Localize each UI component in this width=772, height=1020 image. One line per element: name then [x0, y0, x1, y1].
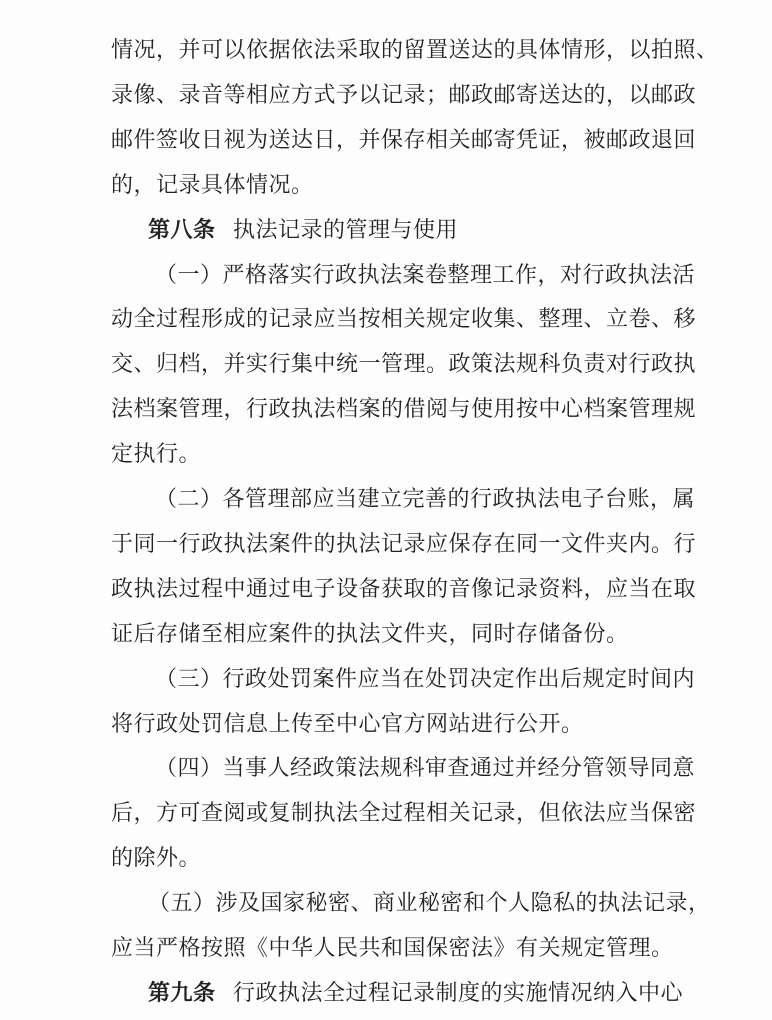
paragraph-line: 邮件签收日视为送达日，并保存相关邮寄凭证，被邮政退回 — [111, 128, 697, 153]
paragraph-line: 的除外。 — [111, 846, 202, 871]
article-9-title: 行政执法全过程记录制度的实施情况纳入中心 — [233, 981, 684, 1006]
paragraph-line: 将行政处罚信息上传至中心官方网站进行公开。 — [111, 712, 584, 737]
paragraph-line: （四）当事人经政策法规科审查通过并经分管领导同意 — [155, 756, 696, 781]
paragraph-line: 录像、录音等相应方式予以记录；邮政邮寄送达的，以邮政 — [111, 83, 697, 108]
paragraph-line: （二）各管理部应当建立完善的行政执法电子台账，属 — [155, 487, 696, 512]
paragraph-line: （五）涉及国家秘密、商业秘密和个人隐私的执法记录， — [148, 891, 711, 916]
paragraph-line: 的，记录具体情况。 — [111, 173, 314, 198]
paragraph-line: 定执行。 — [111, 442, 202, 467]
paragraph-line: （三）行政处罚案件应当在处罚决定作出后规定时间内 — [155, 667, 696, 692]
paragraph-line: 交、归档，并实行集中统一管理。政策法规科负责对行政执 — [111, 352, 697, 377]
article-9-heading — [148, 980, 683, 1008]
paragraph-line: 政执法过程中通过电子设备获取的音像记录资料，应当在取 — [111, 577, 697, 602]
paragraph-line: 情况，并可以依据依法采取的留置送达的具体情形，以拍照、 — [111, 38, 719, 63]
article-8-heading — [148, 217, 458, 245]
paragraph-line: 证后存储至相应案件的执法文件夹，同时存储备份。 — [111, 622, 629, 647]
paragraph-line: （一）严格落实行政执法案卷整理工作，对行政执法活 — [155, 263, 696, 288]
article-8-title: 执法记录的管理与使用 — [233, 218, 459, 243]
article-8-number: 第八条 — [148, 218, 216, 243]
paragraph-line: 于同一行政执法案件的执法记录应保存在同一文件夹内。行 — [111, 532, 697, 557]
paragraph-line: 应当严格按照《中华人民共和国保密法》有关规定管理。 — [111, 936, 674, 961]
paragraph-line: 后，方可查阅或复制执法全过程相关记录，但依法应当保密 — [111, 801, 697, 826]
paragraph-line: 动全过程形成的记录应当按相关规定收集、整理、立卷、移 — [111, 307, 697, 332]
article-9-number: 第九条 — [148, 981, 216, 1006]
paragraph-line: 法档案管理，行政执法档案的借阅与使用按中心档案管理规 — [111, 397, 697, 422]
